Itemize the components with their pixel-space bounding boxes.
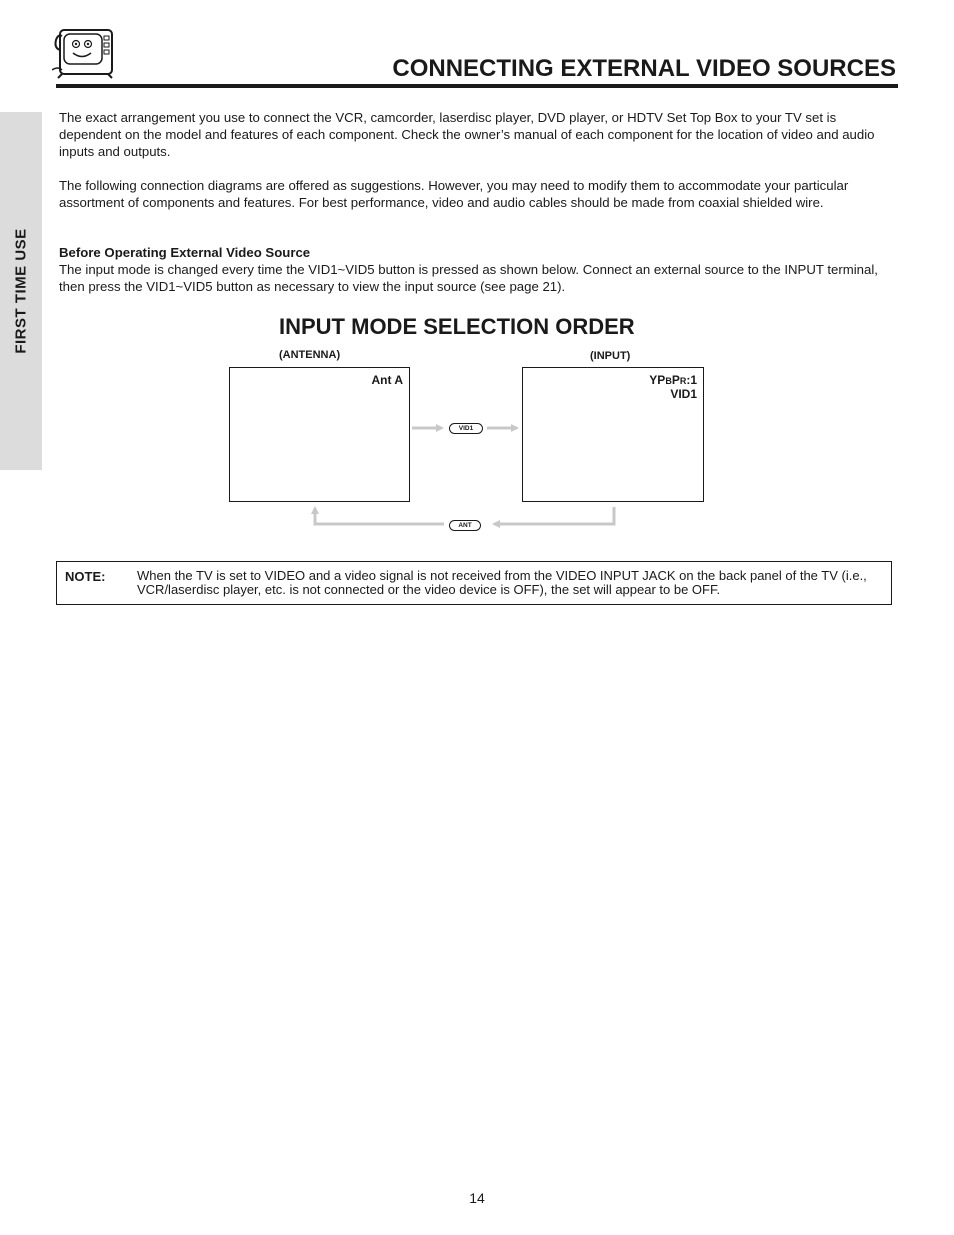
input-screen-source: VID1 <box>670 387 697 401</box>
input-screen <box>522 367 704 502</box>
input-mode-p1: P <box>657 373 666 387</box>
vid1-button-icon: VID1 <box>449 423 483 434</box>
return-arrow-left <box>315 508 444 524</box>
note-text: When the TV is set to VIDEO and a video signal is not received from the VIDEO INPUT JACK on the back panel of the TV (i.e., VCR/laserdisc player, etc. is not connected or the video device is OFF), the set will appear to be OFF. <box>137 568 867 597</box>
note-label: NOTE: <box>65 569 106 584</box>
title-rule <box>56 84 898 88</box>
antenna-screen <box>229 367 410 502</box>
ant-button-icon: ANT <box>449 520 481 531</box>
note-box <box>56 561 892 605</box>
page-title: CONNECTING EXTERNAL VIDEO SOURCES <box>392 55 896 82</box>
antenna-screen-text: Ant A <box>371 373 403 387</box>
input-mode-r: R <box>679 376 687 386</box>
antenna-caption: (ANTENNA) <box>279 349 341 361</box>
input-mode-b: B <box>665 376 672 386</box>
input-mode-paragraph: The input mode is changed every time the VID1~VID5 button is pressed as shown below. Connect an external source to the INPUT terminal, then press the VID1~VID5 button as necessary to view the input source (see page 21). <box>59 262 878 294</box>
input-screen-mode <box>649 373 697 387</box>
input-caption: (INPUT) <box>590 350 631 362</box>
intro-paragraph: The exact arrangement you use to connect the VCR, camcorder, laserdisc player, DVD player, or HDTV Set Top Box to your TV set is dependent on the model and features of each component. Check the owner’s manual of each component for the location of video and audio inputs and outputs. <box>59 110 875 159</box>
page-number: 14 <box>469 1190 485 1206</box>
input-mode-p2: P <box>671 373 680 387</box>
diagram-title: INPUT MODE SELECTION ORDER <box>279 314 635 339</box>
tv-mascot-icon <box>52 26 116 80</box>
suggestions-paragraph: The following connection diagrams are offered as suggestions. However, you may need to modify them to accommodate your particular assortment of components and features. For best performance, video and audio cables should be made from coaxial shielded wire. <box>59 178 849 210</box>
return-arrow-right <box>494 507 614 524</box>
input-mode-suffix: :1 <box>686 373 697 387</box>
section-heading: Before Operating External Video Source <box>59 245 311 260</box>
input-mode-y: Y <box>649 373 658 387</box>
side-tab-label: FIRST TIME USE <box>12 228 30 354</box>
